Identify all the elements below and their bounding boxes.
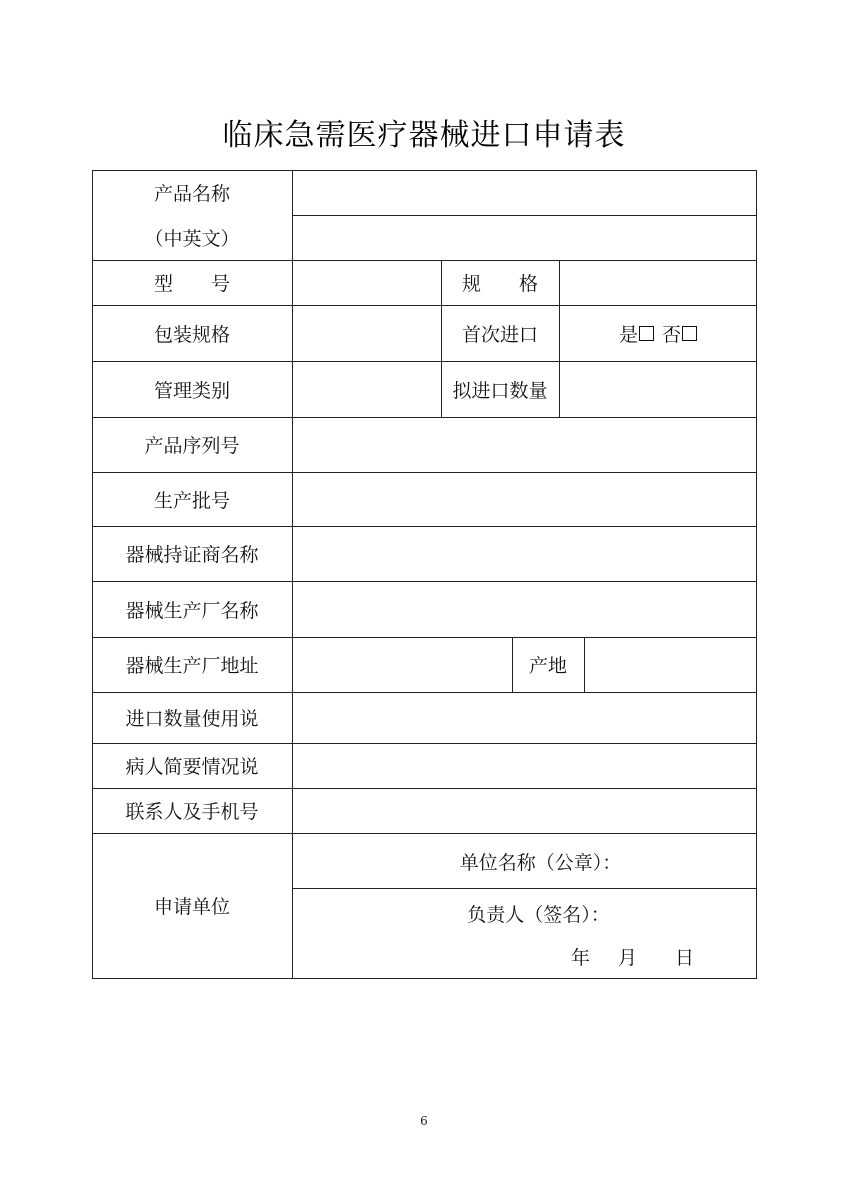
license-holder-field[interactable] [293, 527, 756, 581]
org-seal-field[interactable] [293, 834, 756, 888]
import-quantity-label: 拟进口数量 [452, 379, 548, 402]
signatory-field[interactable] [293, 893, 756, 933]
first-import-label: 首次进口 [461, 323, 538, 346]
product-name-cn-field[interactable] [293, 171, 756, 215]
packaging-field[interactable] [293, 306, 441, 361]
manufacturer-address-field[interactable] [293, 638, 512, 692]
spec-label: 规 格 [461, 273, 538, 295]
page-number: 6 [420, 1114, 428, 1128]
model-label: 型 号 [153, 273, 230, 295]
first-import-options [560, 305, 756, 361]
row-divider [292, 888, 756, 889]
first-import-no-label: 否 [662, 323, 682, 346]
origin-label: 产地 [528, 655, 567, 677]
product-name-en-field[interactable] [293, 216, 756, 260]
first-import-yes-checkbox[interactable] [639, 326, 654, 341]
packaging-label: 包装规格 [153, 323, 230, 346]
import-quantity-field[interactable] [560, 362, 756, 417]
date-line [293, 938, 756, 974]
manufacturer-name-field[interactable] [293, 582, 756, 637]
table-border-bottom [92, 978, 757, 979]
month-label: 月 [617, 946, 637, 969]
day-label: 日 [674, 946, 694, 969]
product-name-label: 产品名称 [153, 183, 230, 205]
first-import-no-checkbox[interactable] [682, 326, 697, 341]
contact-field[interactable] [293, 789, 756, 833]
quantity-usage-field[interactable] [293, 693, 756, 743]
form-title: 临床急需医疗器械进口申请表 [222, 118, 626, 153]
quantity-usage-label: 进口数量使用说 [125, 708, 259, 730]
patient-summary-label: 病人简要情况说 [125, 756, 259, 778]
signatory-label: 负责人（签名）： [467, 903, 610, 926]
category-label: 管理类别 [153, 379, 230, 402]
applicant-unit-label: 申请单位 [153, 896, 230, 918]
category-field[interactable] [293, 362, 441, 417]
product-name-sublabel: （中英文） [144, 228, 240, 250]
table-border-right [756, 170, 757, 978]
batch-number-label: 生产批号 [153, 489, 230, 512]
serial-number-field[interactable] [293, 418, 756, 472]
year-label: 年 [570, 946, 590, 969]
manufacturer-address-label: 器械生产厂地址 [125, 655, 259, 677]
manufacturer-name-label: 器械生产厂名称 [125, 599, 259, 622]
org-seal-label: 单位名称（公章）： [459, 851, 622, 874]
patient-summary-field[interactable] [293, 744, 756, 788]
serial-number-label: 产品序列号 [144, 435, 240, 457]
contact-label: 联系人及手机号 [125, 801, 259, 823]
origin-field[interactable] [585, 638, 756, 692]
first-import-yes-label: 是 [618, 323, 638, 346]
license-holder-label: 器械持证商名称 [125, 544, 259, 566]
spec-field[interactable] [560, 261, 756, 305]
batch-number-field[interactable] [293, 473, 756, 526]
model-field[interactable] [293, 261, 441, 305]
